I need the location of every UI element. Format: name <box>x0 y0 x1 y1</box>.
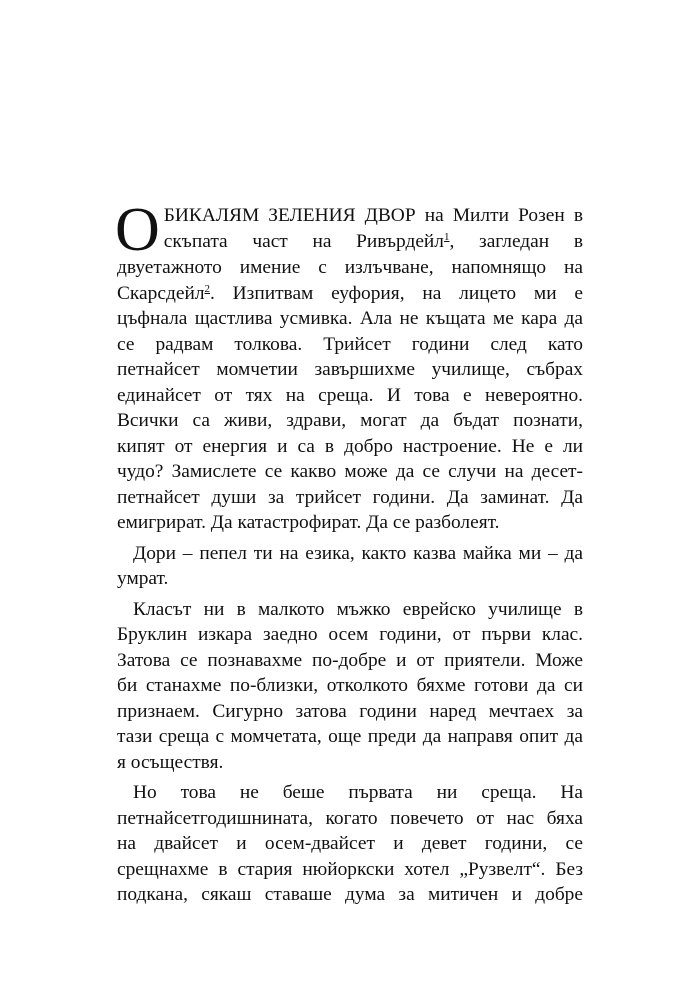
text-line: цъфнала щастлива усмивка. Ала не къщата ме кара да <box>117 308 583 329</box>
text-line: Всички са живи, здрави, могат да бъдат познати, <box>117 410 583 431</box>
text-line: Бруклин изкара заедно осем години, от първи клас. <box>117 624 583 645</box>
text-line: единайсет от тях на среща. И това е невероятно. <box>117 384 583 406</box>
text-line: я осъществя. <box>117 751 224 773</box>
text-line: петнайсет момчетии завършихме училище, събрах <box>117 359 583 380</box>
text-line: Но това не беше първата ни среща. На <box>133 782 583 803</box>
text-line: петнайсетгодишнината, когато повечето от нас бяха <box>117 807 583 829</box>
text-fragment: , загледан в <box>449 230 583 252</box>
body-text <box>115 196 583 908</box>
text-line: емигрират. Да катастрофират. Да се разболеят. <box>117 512 500 533</box>
text-line: чудо? Замислете се какво може да се случи на десет- <box>117 461 583 482</box>
footnote-marker[interactable]: 1 <box>443 230 450 243</box>
text-line: БИКАЛЯМ ЗЕЛЕНИЯ ДВОР на Милти Розен в <box>163 205 583 226</box>
text-line: на двайсет и осем-двайсет и девет години, се <box>117 833 583 854</box>
text-line: подкана, сякаш ставаше дума за митичен и добре <box>117 884 583 905</box>
drop-cap: О <box>115 196 160 264</box>
text-line: Затова се познавахме по-добре и от приятели. Може <box>117 649 583 671</box>
text-line: Класът ни в малкото мъжко еврейско училище в <box>133 598 583 620</box>
text-line: кипят от енергия и са в добро настроение. Не е ли <box>117 435 583 457</box>
text-line: тази среща с момчетата, още преди да направя опит да <box>117 726 583 747</box>
text-line: би станахме по-близки, отколкото бяхме готови да си <box>117 675 583 696</box>
text-line <box>117 281 583 307</box>
text-line: се радвам толкова. Трийсет години след като <box>117 333 583 355</box>
text-fragment: Скарсдейл <box>117 282 205 304</box>
text-line: петнайсет души за трийсет години. Да заминат. Да <box>117 486 583 508</box>
text-fragment: . Изпитвам еуфория, на лицето ми е <box>210 282 583 304</box>
footnote-marker[interactable]: 2 <box>204 282 210 295</box>
text-line: срещнахме в стария нюйоркски хотел „Рузвелт“. Без <box>117 858 583 880</box>
text-line: Дори – пепел ти на езика, както казва майка ми – да <box>133 542 583 564</box>
text-line: признаем. Сигурно затова години наред мечтаех за <box>117 700 583 722</box>
text-line <box>117 229 583 255</box>
text-fragment: скъпата част на Ривърдейл <box>163 230 444 252</box>
text-line: двуетажното имение с излъчване, напомнящо на <box>117 257 583 278</box>
text-line: умрат. <box>117 568 169 589</box>
